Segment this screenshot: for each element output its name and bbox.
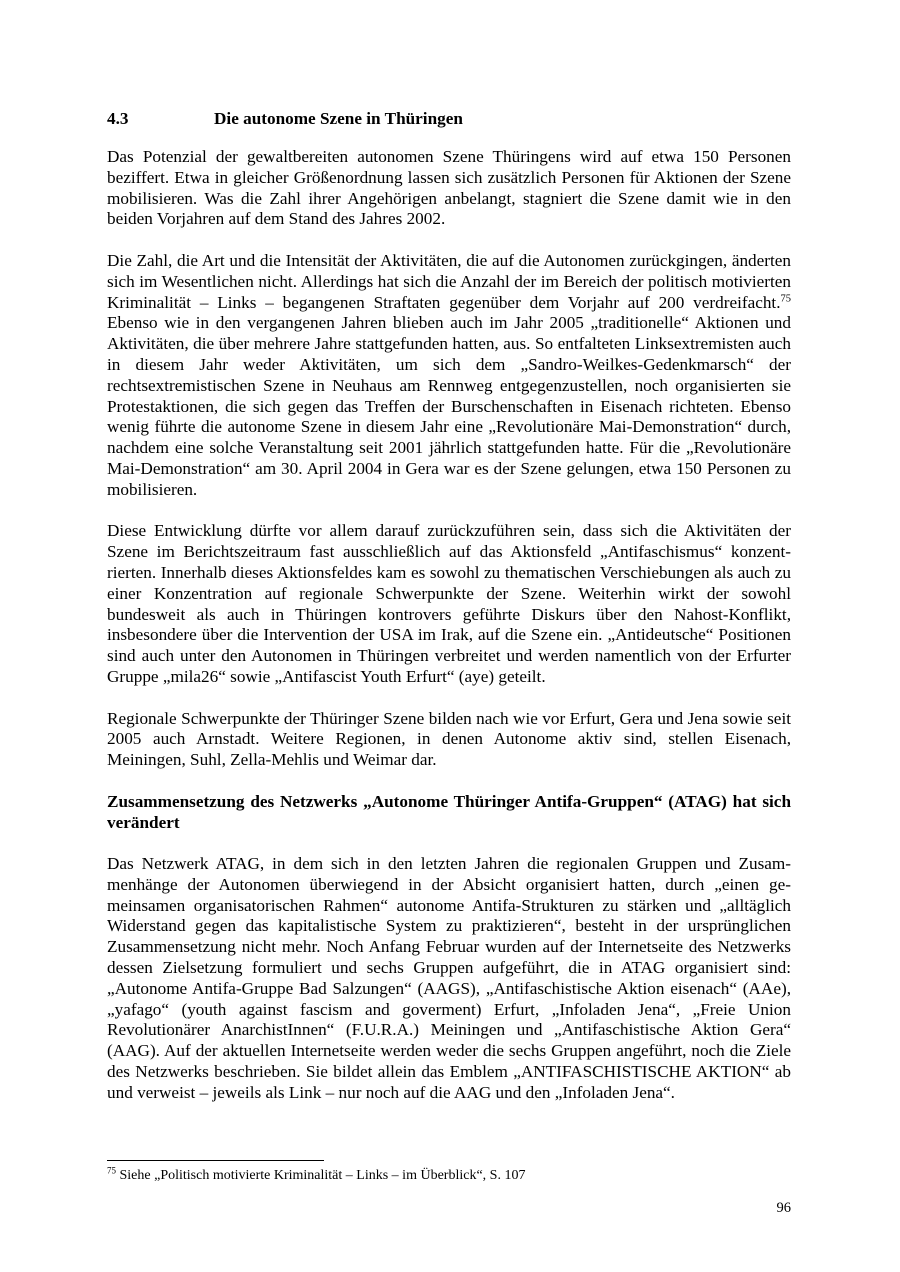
section-heading — [107, 108, 791, 130]
paragraph-2-text-b: Ebenso wie in den vergangenen Jahren blieben auch im Jahr 2005 „traditionelle“ Aktionen und Aktivitäten, die über mehrere Jahre stattgefunden hatten, aus. So entfalteten Linksextremisten auch in diesem Jahr weder Aktivitäten, um sich dem „Sandro-Weilkes-Gedenkmarsch“ der rechtsextremistischen Szene in Neuhaus am Rennweg entgegenzustellen, noch organisierten sie Protestaktionen, die sich gegen das Treffen der Burschenschaften in Eisenach richteten. Ebenso wenig führte die autonome Szene in diesem Jahr eine „Revolutionäre Mai-Demonstration“ durch, nachdem eine solche Veranstaltung seit 2001 jährlich stattgefunden hatte. Für die „Revolutionäre Mai-Demonstration“ am 30. April 2004 in Gera war es der Szene gelungen, etwa 150 Personen zu mobilisieren. — [107, 313, 791, 499]
page-body — [107, 108, 791, 1124]
footnote — [107, 1167, 791, 1185]
footnote-reference: 75 — [780, 292, 791, 304]
footnote-text: Siehe „Politisch motivierte Kriminalität – Links – im Überblick“, S. 107 — [116, 1168, 526, 1183]
page-number: 96 — [776, 1200, 791, 1216]
paragraph-2-text-a: Die Zahl, die Art und die Intensität der Aktivitäten, die auf die Autonomen zurückgingen, änderten sich im Wesentlichen nicht. Allerdings hat sich die Anzahl der im Bereich der politisch motivierten Kriminalität – Links – begangenen Straftaten gegenüber dem Vorjahr auf 200 verdreifacht. — [107, 250, 791, 312]
footnote-divider — [107, 1160, 324, 1161]
paragraph-4: Regionale Schwerpunkte der Thüringer Szene bilden nach wie vor Erfurt, Gera und Jena sowie seit 2005 auch Arnstadt. Weitere Regionen, in denen Autonome aktiv sind, stellen Eisenach, Meiningen, Suhl, Zella-Mehlis und Weimar dar. — [107, 708, 791, 770]
paragraph-5: Das Netzwerk ATAG, in dem sich in den letzten Jahren die regionalen Gruppen und Zusammenhänge der Autonomen überwiegend in der Absicht organisiert hatten, durch „einen gemeinsamen organisatorischen Rahmen“ autonome Antifa-Strukturen zu stärken und „alltäglich Widerstand gegen das kapitalistische System zu praktizieren“, besteht in der ursprünglichen Zusammensetzung nicht mehr. Noch Anfang Februar wurden auf der Internetseite des Netzwerks dessen Zielsetzung formuliert und sechs Gruppen aufgeführt, die in ATAG organisiert sind: „Autonome Antifa-Gruppe Bad Salzungen“ (AAGS), „Antifaschistische Aktion eisenach“ (AAe), „yafago“ (youth against fascism and goverment) Erfurt, „Infoladen Jena“, „Freie Union Revolutionärer AnarchistInnen“ (F.U.R.A.) Meiningen und „Antifaschistische Aktion Gera“ (AAG). Auf der aktuellen Internetseite werden weder die sechs Gruppen angeführt, noch die Ziele des Netzwerks beschrieben. Sie bildet allein das Emblem „ANTIFASCHISTISCHE AKTION“ ab und verweist – jeweils als Link – nur noch auf die AAG und den „Infoladen Jena“. — [107, 854, 791, 1102]
subheading: Zusammensetzung des Netzwerks „Autonome Thüringer Antifa-Gruppen“ (ATAG) hat sich verändert — [107, 791, 791, 832]
section-number: 4.3 — [107, 109, 129, 128]
paragraph-2 — [107, 251, 791, 501]
section-title: Die autonome Szene in Thüringen — [214, 109, 463, 128]
paragraph-3: Diese Entwicklung dürfte vor allem darauf zurückzuführen sein, dass sich die Aktivitäten der Szene im Berichtszeitraum fast ausschließlich auf das Aktionsfeld „Antifaschismus“ konzentrierten. Innerhalb dieses Aktionsfeldes kam es sowohl zu thematischen Verschiebungen als auch zu einer Konzentration auf regionale Schwerpunkte der Szene. Weiterhin wirkt der sowohl bundesweit als auch in Thüringen kontrovers geführte Diskurs über den Nahost-Konflikt, insbesondere über die Intervention der USA im Irak, auf die Szene ein. „Antideutsche“ Positionen sind auch unter den Autonomen in Thüringen verbreitet und werden namentlich von der Erfurter Gruppe „mila26“ sowie „Antifascist Youth Erfurt“ (aye) geteilt. — [107, 521, 791, 686]
footnote-marker: 75 — [107, 1165, 116, 1176]
paragraph-1: Das Potenzial der gewaltbereiten autonomen Szene Thüringens wird auf etwa 150 Personen beziffert. Etwa in gleicher Größenordnung lassen sich zusätzlich Personen für Aktionen der Szene mobilisieren. Was die Zahl ihrer Angehörigen anbelangt, stagniert die Szene damit wie in den beiden Vorjahren auf dem Stand des Jahres 2002. — [107, 147, 791, 229]
